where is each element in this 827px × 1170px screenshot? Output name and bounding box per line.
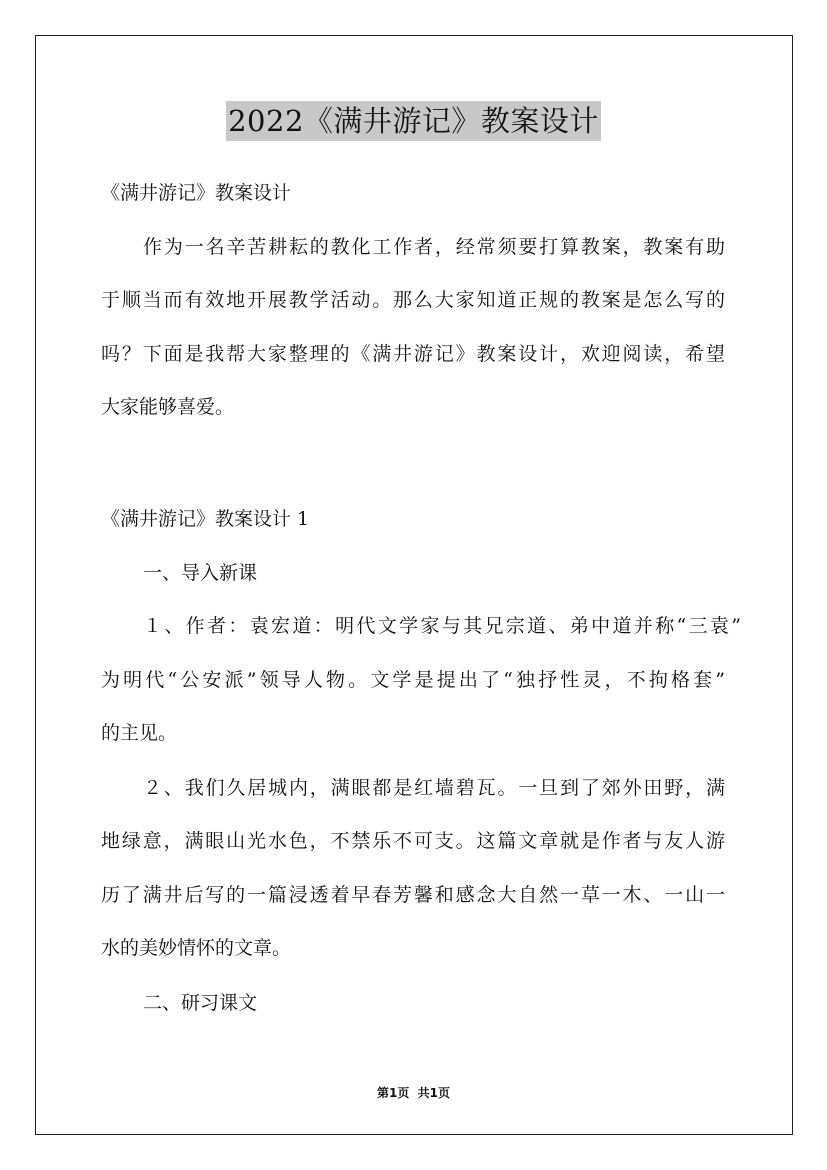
intro-line-3: 吗？下面是我帮大家整理的《满井游记》教案设计，欢迎阅读，希望 <box>101 343 725 365</box>
page-footer <box>0 1084 827 1101</box>
part1-heading: 一、导入新课 <box>143 562 258 584</box>
item1-line-3: 的主见。 <box>101 722 178 744</box>
document-title: 2022《满井游记》教案设计 <box>226 101 601 141</box>
item1-line-2: 为明代“公安派”领导人物。文学是提出了“独抒性灵，不拘格套” <box>101 669 725 691</box>
section-title: 《满井游记》教案设计 1 <box>101 508 310 530</box>
item1-line-1: １、作者：袁宏道：明代文学家与其兄宗道、弟中道并称“三袁” <box>143 615 741 637</box>
intro-line-1: 作为一名辛苦耕耘的教化工作者，经常须要打算教案，教案有助 <box>143 236 725 258</box>
document-title-wrap <box>0 101 827 141</box>
subtitle: 《满井游记》教案设计 <box>101 182 292 204</box>
item2-line-3: 历了满井后写的一篇浸透着早春芳馨和感念大自然一草一木、一山一 <box>101 884 725 906</box>
intro-line-2: 于顺当而有效地开展教学活动。那么大家知道正规的教案是怎么写的 <box>101 289 725 311</box>
part2-heading: 二、研习课文 <box>143 992 258 1014</box>
item2-line-1: ２、我们久居城内，满眼都是红墙碧瓦。一旦到了郊外田野，满 <box>143 777 725 799</box>
intro-line-4: 大家能够喜爱。 <box>101 396 235 418</box>
item2-line-4: 水的美妙情怀的文章。 <box>101 937 292 959</box>
item2-line-2: 地绿意，满眼山光水色，不禁乐不可支。这篇文章就是作者与友人游 <box>101 830 725 852</box>
page-number: 第1页 <box>377 1086 410 1100</box>
page-total: 共1页 <box>417 1086 450 1100</box>
